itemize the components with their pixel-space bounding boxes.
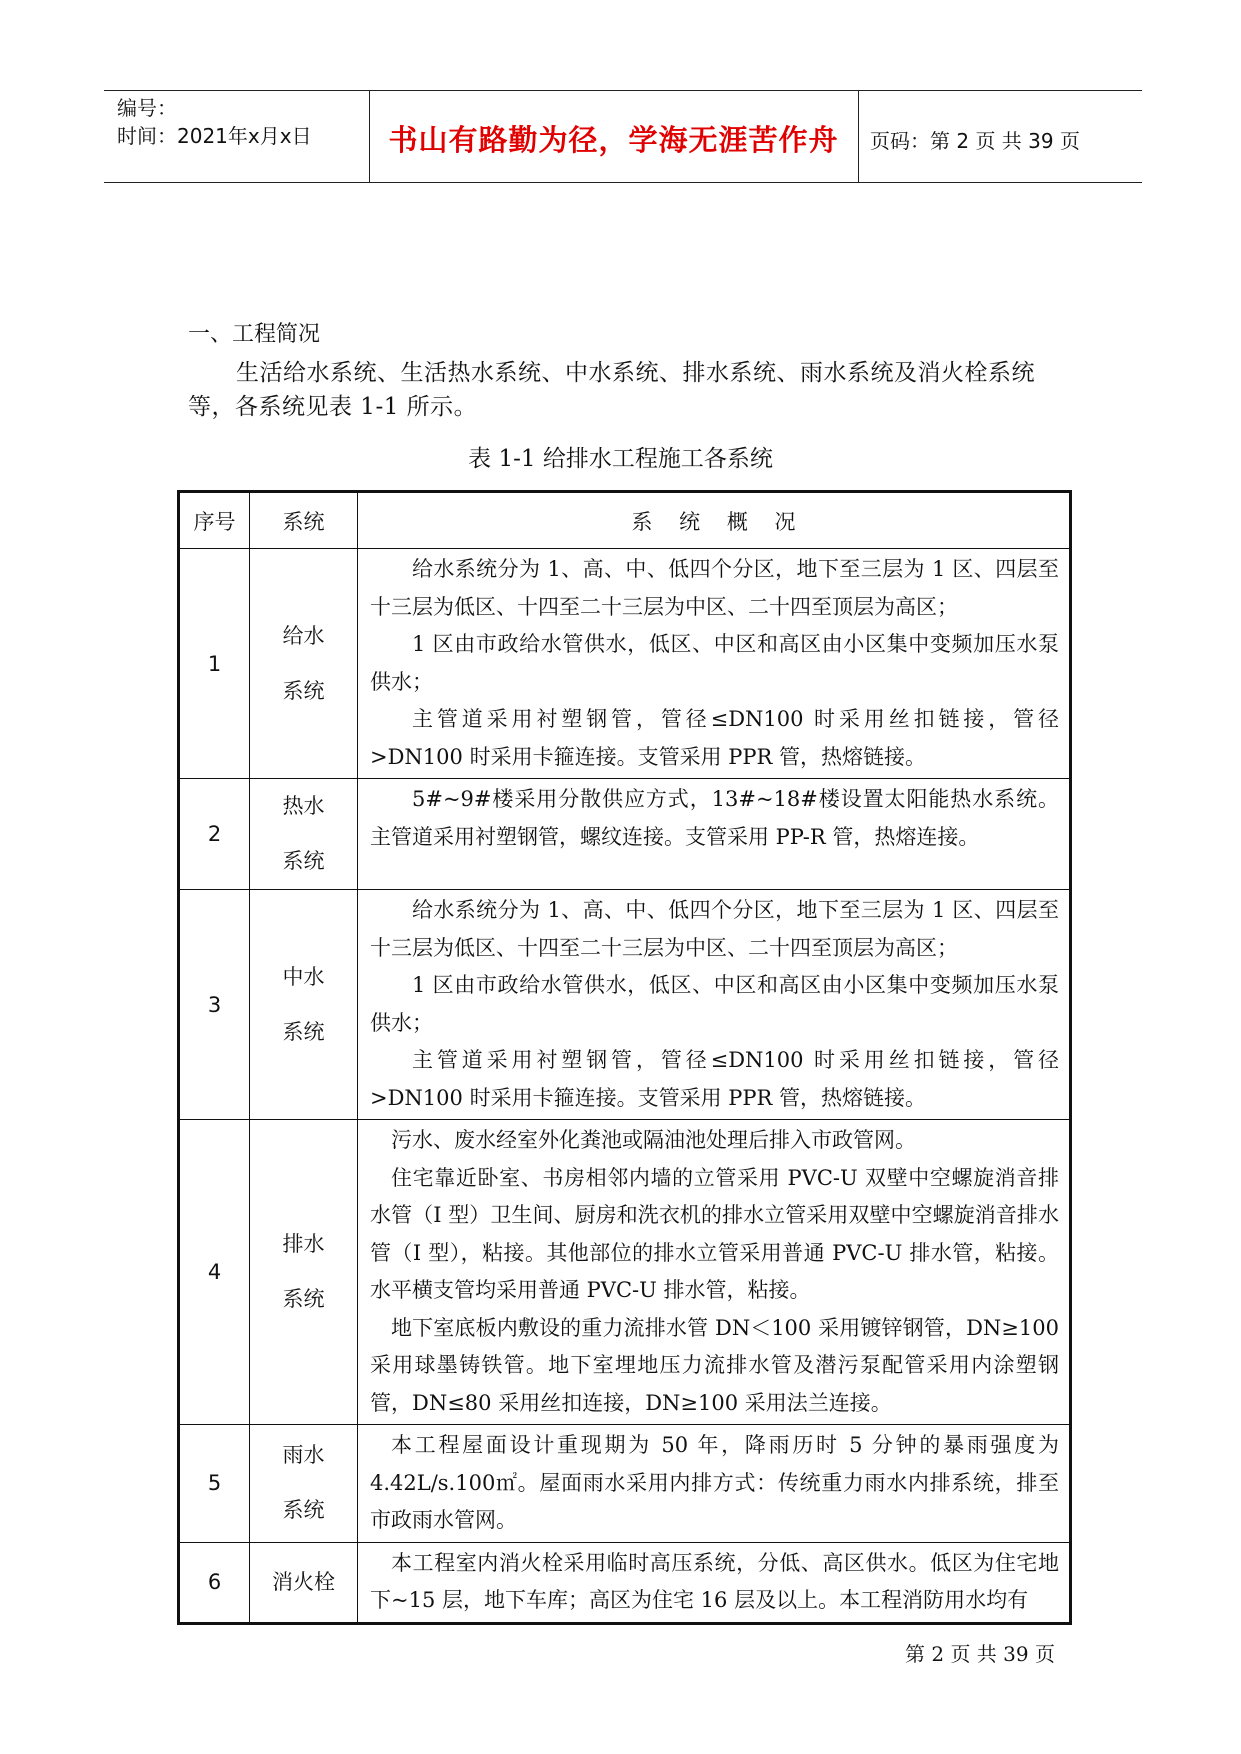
header-no: 序号 bbox=[179, 492, 250, 549]
description-paragraph: 主管道采用衬塑钢管，管径≤DN100 时采用丝扣链接，管径>DN100 时采用卡箍连接。支管采用 PPR 管，热熔链接。 bbox=[370, 1048, 1059, 1110]
description-paragraph: 1 区由市政给水管供水，低区、中区和高区由小区集中变频加压水泵供水； bbox=[370, 973, 1059, 1035]
row-no: 1 bbox=[179, 549, 250, 779]
table-row bbox=[179, 1542, 1071, 1623]
row-description bbox=[358, 1425, 1071, 1543]
table-row bbox=[179, 549, 1071, 779]
system-name-line: 排水 bbox=[282, 1232, 325, 1256]
table-caption: 表 1-1 给排水工程施工各系统 bbox=[468, 446, 773, 472]
system-name-line: 系统 bbox=[282, 1019, 325, 1044]
row-system bbox=[250, 1120, 358, 1425]
page-footer: 第 2 页 共 39 页 bbox=[905, 1642, 1055, 1666]
row-system bbox=[250, 779, 358, 890]
description-paragraph: 污水、废水经室外化粪池或隔油池处理后排入市政管网。 bbox=[391, 1128, 916, 1152]
system-name-line: 中水 bbox=[282, 964, 325, 989]
system-name-line: 系统 bbox=[282, 1498, 325, 1523]
row-system bbox=[250, 1425, 358, 1543]
row-description bbox=[358, 1120, 1071, 1425]
table-row bbox=[179, 1120, 1071, 1425]
header-motto: 书山有路勤为径，学海无涯苦作舟 bbox=[388, 123, 839, 157]
table-header-row bbox=[179, 492, 1071, 549]
section-title: 一、工程简况 bbox=[188, 322, 321, 347]
system-name-line: 系统 bbox=[282, 1287, 325, 1311]
description-paragraph: 主管道采用衬塑钢管，管径≤DN100 时采用丝扣链接，管径>DN100 时采用卡箍连接。支管采用 PPR 管，热熔链接。 bbox=[370, 707, 1059, 769]
row-description bbox=[358, 549, 1071, 779]
description-paragraph: 给水系统分为 1、高、中、低四个分区，地下至三层为 1 区、四层至十三层为低区、十四至二十三层为中区、二十四至顶层为高区； bbox=[370, 898, 1059, 960]
header-top-rule bbox=[104, 90, 1142, 91]
system-name-line: 热水 bbox=[282, 794, 325, 818]
system-name-line: 雨水 bbox=[282, 1443, 325, 1468]
header-number-label: 编号： bbox=[117, 96, 177, 120]
system-name-line: 系统 bbox=[282, 849, 325, 873]
header-system: 系统 bbox=[250, 492, 358, 549]
row-no: 2 bbox=[179, 779, 250, 890]
description-paragraph: 本工程屋面设计重现期为 50 年，降雨历时 5 分钟的暴雨强度为 4.42L/s.100㎡。屋面雨水采用内排方式：传统重力雨水内排系统，排至市政雨水管网。 bbox=[370, 1433, 1059, 1532]
table-row bbox=[179, 779, 1071, 890]
row-system bbox=[250, 549, 358, 779]
header-divider-right bbox=[858, 90, 859, 182]
row-no: 6 bbox=[179, 1542, 250, 1623]
systems-table bbox=[177, 490, 1072, 1625]
system-name-line: 消火栓 bbox=[272, 1569, 335, 1594]
header-page-label: 页码：第 2 页 共 39 页 bbox=[870, 129, 1080, 153]
description-paragraph: 1 区由市政给水管供水，低区、中区和高区由小区集中变频加压水泵供水； bbox=[370, 632, 1059, 694]
table-row bbox=[179, 1425, 1071, 1543]
description-paragraph: 5#~9#楼采用分散供应方式，13#~18#楼设置太阳能热水系统。主管道采用衬塑钢管，螺纹连接。支管采用 PP-R 管，热熔连接。 bbox=[370, 787, 1059, 849]
row-description bbox=[358, 779, 1071, 890]
header-bottom-rule bbox=[104, 182, 1142, 183]
table-row bbox=[179, 890, 1071, 1120]
row-description bbox=[358, 1542, 1071, 1623]
description-paragraph: 地下室底板内敷设的重力流排水管 DN＜100 采用镀锌钢管，DN≥100 采用球墨铸铁管。地下室埋地压力流排水管及潜污泵配管采用内涂塑钢管，DN≤80 采用丝扣连接，DN≥100 采用法兰连接。 bbox=[370, 1315, 1059, 1415]
header-time-label: 时间：2021年x月x日 bbox=[117, 124, 312, 148]
row-description bbox=[358, 890, 1071, 1120]
row-no: 3 bbox=[179, 890, 250, 1120]
system-name-line: 系统 bbox=[282, 678, 325, 703]
system-name-line: 给水 bbox=[282, 623, 325, 648]
description-paragraph: 住宅靠近卧室、书房相邻内墙的立管采用 PVC-U 双壁中空螺旋消音排水管（I 型）卫生间、厨房和洗衣机的排水立管采用双壁中空螺旋消音排水管（I 型），粘接。其他部位的排水立管采用普通 PVC-U 排水管，粘接。水平横支管均采用普通 PVC-U 排水管，粘接。 bbox=[370, 1165, 1059, 1302]
description-paragraph: 本工程室内消火栓采用临时高压系统，分低、高区供水。低区为住宅地下~15 层，地下车库；高区为住宅 16 层及以上。本工程消防用水均有 bbox=[370, 1550, 1059, 1612]
row-no: 5 bbox=[179, 1425, 250, 1543]
row-system bbox=[250, 1542, 358, 1623]
description-paragraph: 给水系统分为 1、高、中、低四个分区，地下至三层为 1 区、四层至十三层为低区、十四至二十三层为中区、二十四至顶层为高区； bbox=[370, 557, 1059, 619]
row-no: 4 bbox=[179, 1120, 250, 1425]
intro-paragraph: 生活给水系统、生活热水系统、中水系统、排水系统、雨水系统及消火栓系统等，各系统见表 1-1 所示。 bbox=[188, 360, 1035, 420]
header-overview: 系 统 概 况 bbox=[358, 492, 1071, 549]
row-system bbox=[250, 890, 358, 1120]
